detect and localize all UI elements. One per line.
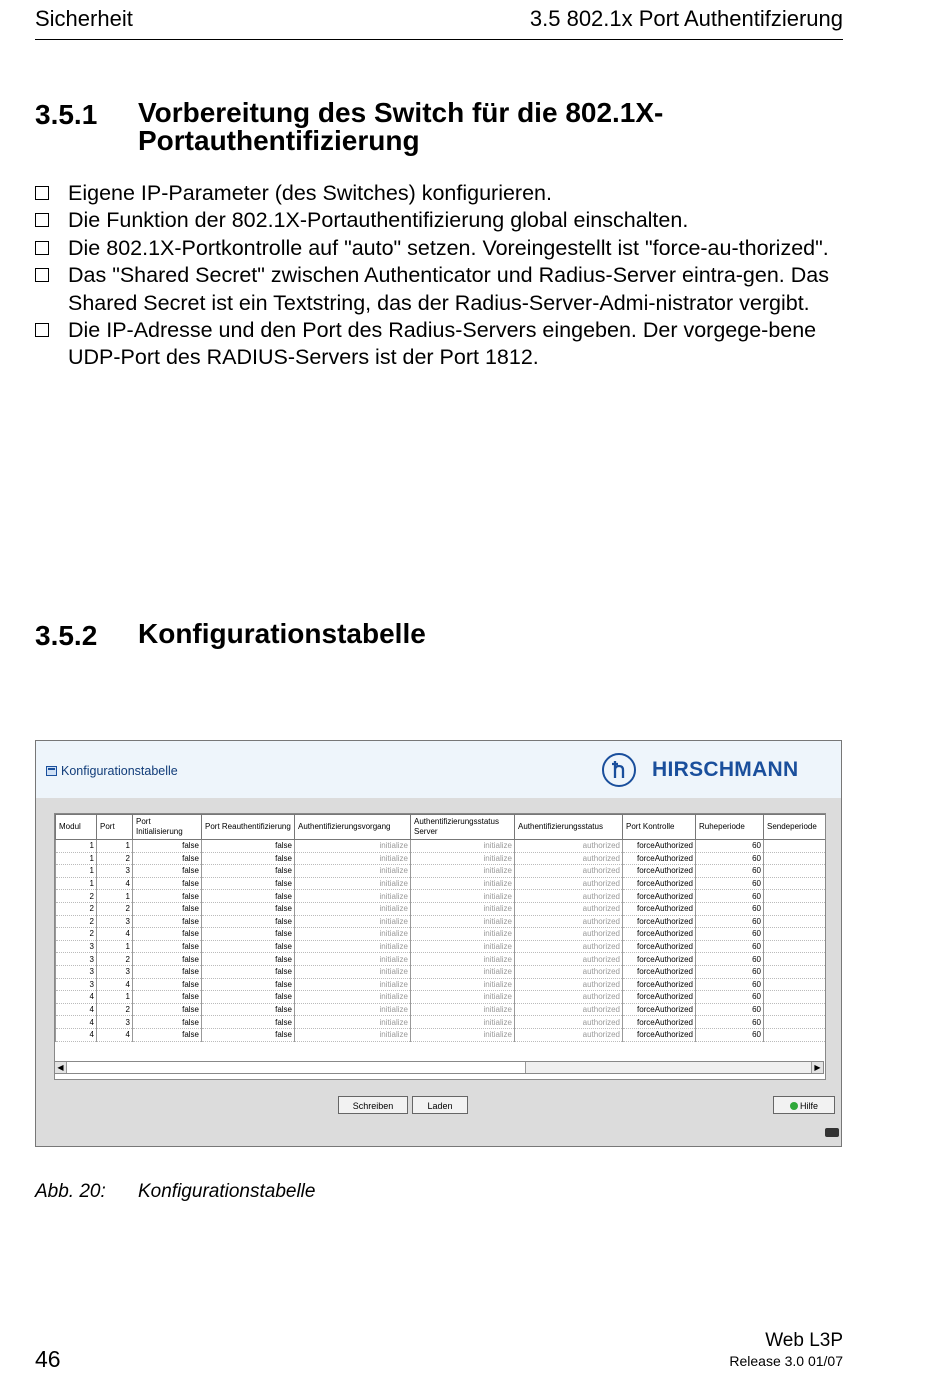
- table-cell[interactable]: false: [133, 840, 202, 853]
- table-row[interactable]: [56, 940, 827, 953]
- table-cell[interactable]: 60: [696, 1016, 764, 1029]
- header-rule: [35, 39, 843, 40]
- column-header[interactable]: Ruheperiode: [696, 815, 764, 840]
- table-cell[interactable]: authorized: [515, 965, 623, 978]
- table-row[interactable]: [56, 1016, 827, 1029]
- table-row[interactable]: [56, 1028, 827, 1041]
- table-cell[interactable]: 3: [97, 965, 133, 978]
- table-cell[interactable]: 1: [56, 840, 97, 853]
- table-row[interactable]: [56, 991, 827, 1004]
- table-cell[interactable]: [764, 965, 827, 978]
- table-cell[interactable]: false: [133, 928, 202, 941]
- table-cell[interactable]: forceAuthorized: [623, 852, 696, 865]
- table-cell[interactable]: false: [202, 978, 295, 991]
- help-button-label: Hilfe: [799, 1101, 818, 1111]
- table-cell[interactable]: initialize: [295, 991, 411, 1004]
- table-cell[interactable]: forceAuthorized: [623, 953, 696, 966]
- table-cell[interactable]: [764, 890, 827, 903]
- table-cell[interactable]: authorized: [515, 978, 623, 991]
- table-cell[interactable]: forceAuthorized: [623, 965, 696, 978]
- section-number: 3.5.2: [35, 620, 98, 651]
- table-cell[interactable]: false: [133, 902, 202, 915]
- table-cell[interactable]: 60: [696, 1028, 764, 1041]
- table-cell[interactable]: [764, 1028, 827, 1041]
- scroll-right-icon[interactable]: ▶: [811, 1062, 823, 1073]
- table-cell[interactable]: 60: [696, 890, 764, 903]
- table-cell[interactable]: 1: [56, 865, 97, 878]
- table-cell[interactable]: 2: [97, 852, 133, 865]
- column-header[interactable]: Port Kontrolle: [623, 815, 696, 840]
- column-header[interactable]: Authentifizierungsstatus Server: [411, 815, 515, 840]
- table-cell[interactable]: 1: [56, 877, 97, 890]
- table-cell[interactable]: [764, 915, 827, 928]
- table-cell[interactable]: 3: [97, 915, 133, 928]
- table-cell[interactable]: 2: [56, 902, 97, 915]
- section-title: Vorbereitung des Switch für die 802.1X-Portauthentifizierung: [138, 97, 664, 156]
- table-cell[interactable]: 1: [97, 940, 133, 953]
- table-cell[interactable]: [764, 978, 827, 991]
- table-row[interactable]: [56, 865, 827, 878]
- list-item-text: Die Funktion der 802.1X-Portauthentifizierung global einschalten.: [68, 208, 689, 233]
- table-cell[interactable]: authorized: [515, 940, 623, 953]
- table-cell[interactable]: forceAuthorized: [623, 902, 696, 915]
- table-cell[interactable]: 4: [97, 928, 133, 941]
- table-cell[interactable]: authorized: [515, 1016, 623, 1029]
- list-item: [35, 207, 850, 234]
- column-header[interactable]: Modul: [56, 815, 97, 840]
- column-header[interactable]: Authentifizierungsvorgang: [295, 815, 411, 840]
- table-cell[interactable]: false: [133, 978, 202, 991]
- table-cell[interactable]: 4: [56, 1003, 97, 1016]
- table-cell[interactable]: authorized: [515, 890, 623, 903]
- table-cell[interactable]: 2: [56, 890, 97, 903]
- table-cell[interactable]: authorized: [515, 915, 623, 928]
- config-table: [55, 814, 826, 1042]
- page-number: 46: [35, 1346, 61, 1372]
- table-header-row: [56, 815, 827, 840]
- table-cell[interactable]: false: [202, 1003, 295, 1016]
- table-cell[interactable]: authorized: [515, 840, 623, 853]
- table-cell[interactable]: [764, 877, 827, 890]
- panel-header: [36, 741, 841, 798]
- table-cell[interactable]: forceAuthorized: [623, 978, 696, 991]
- table-row[interactable]: [56, 890, 827, 903]
- table-cell[interactable]: false: [202, 940, 295, 953]
- table-cell[interactable]: initialize: [411, 890, 515, 903]
- table-cell[interactable]: initialize: [295, 965, 411, 978]
- table-cell[interactable]: 60: [696, 1003, 764, 1016]
- config-table-screenshot: [35, 740, 842, 1147]
- panel-title: Konfigurationstabelle: [61, 764, 178, 778]
- running-header-chapter: 3.5 802.1x Port Authentifzierung: [529, 6, 843, 31]
- table-cell[interactable]: [764, 928, 827, 941]
- table-cell[interactable]: authorized: [515, 1028, 623, 1041]
- column-header[interactable]: Sendeperiode: [764, 815, 827, 840]
- checkbox-icon: [35, 213, 49, 227]
- table-body: [56, 840, 827, 1042]
- table-cell[interactable]: 1: [56, 852, 97, 865]
- table-cell[interactable]: initialize: [295, 890, 411, 903]
- table-cell[interactable]: forceAuthorized: [623, 840, 696, 853]
- checkbox-icon: [35, 323, 49, 337]
- table-cell[interactable]: forceAuthorized: [623, 865, 696, 878]
- hirschmann-logo-icon: [602, 753, 636, 787]
- table-cell[interactable]: 60: [696, 915, 764, 928]
- table-cell[interactable]: false: [202, 877, 295, 890]
- table-cell[interactable]: false: [202, 890, 295, 903]
- table-cell[interactable]: false: [202, 852, 295, 865]
- table-row[interactable]: [56, 978, 827, 991]
- table-cell[interactable]: false: [133, 915, 202, 928]
- table-cell[interactable]: 60: [696, 940, 764, 953]
- table-cell[interactable]: initialize: [411, 1016, 515, 1029]
- table-cell[interactable]: [764, 852, 827, 865]
- table-cell[interactable]: initialize: [411, 965, 515, 978]
- table-cell[interactable]: initialize: [411, 852, 515, 865]
- table-cell[interactable]: forceAuthorized: [623, 915, 696, 928]
- table-cell[interactable]: initialize: [411, 1003, 515, 1016]
- table-cell[interactable]: initialize: [411, 928, 515, 941]
- table-cell[interactable]: 60: [696, 840, 764, 853]
- table-cell[interactable]: 60: [696, 865, 764, 878]
- table-row[interactable]: [56, 852, 827, 865]
- footer-release: Release 3.0 01/07: [729, 1353, 843, 1369]
- table-row[interactable]: [56, 877, 827, 890]
- table-cell[interactable]: authorized: [515, 928, 623, 941]
- table-cell[interactable]: [764, 902, 827, 915]
- table-cell[interactable]: initialize: [295, 1016, 411, 1029]
- table-cell[interactable]: false: [202, 965, 295, 978]
- table-cell[interactable]: forceAuthorized: [623, 1016, 696, 1029]
- table-cell[interactable]: false: [133, 1016, 202, 1029]
- table-cell[interactable]: 3: [97, 1016, 133, 1029]
- table-cell[interactable]: forceAuthorized: [623, 1028, 696, 1041]
- table-cell[interactable]: initialize: [411, 877, 515, 890]
- table-cell[interactable]: initialize: [295, 877, 411, 890]
- table-cell[interactable]: false: [133, 877, 202, 890]
- status-icon: [825, 1128, 839, 1137]
- table-cell[interactable]: [764, 940, 827, 953]
- table-cell[interactable]: 60: [696, 852, 764, 865]
- table-cell[interactable]: initialize: [411, 865, 515, 878]
- table-cell[interactable]: [764, 840, 827, 853]
- window-icon: [46, 766, 57, 776]
- table-cell[interactable]: 3: [97, 865, 133, 878]
- table-cell[interactable]: false: [202, 928, 295, 941]
- section-title: Konfigurationstabelle: [138, 618, 426, 649]
- table-cell[interactable]: false: [202, 1016, 295, 1029]
- table-cell[interactable]: initialize: [295, 1003, 411, 1016]
- table-cell[interactable]: authorized: [515, 991, 623, 1004]
- table-cell[interactable]: 2: [97, 953, 133, 966]
- table-cell[interactable]: false: [133, 953, 202, 966]
- table-row[interactable]: [56, 902, 827, 915]
- table-cell[interactable]: 4: [97, 877, 133, 890]
- table-cell[interactable]: false: [202, 953, 295, 966]
- brand-name: HIRSCHMANN: [652, 758, 799, 781]
- table-cell[interactable]: initialize: [295, 953, 411, 966]
- table-cell[interactable]: forceAuthorized: [623, 991, 696, 1004]
- table-cell[interactable]: initialize: [295, 928, 411, 941]
- column-header[interactable]: Port Initialisierung: [133, 815, 202, 840]
- table-cell[interactable]: false: [202, 1028, 295, 1041]
- table-cell[interactable]: false: [133, 940, 202, 953]
- list-item: [35, 180, 850, 207]
- table-cell[interactable]: forceAuthorized: [623, 940, 696, 953]
- table-cell[interactable]: false: [133, 965, 202, 978]
- table-cell[interactable]: authorized: [515, 1003, 623, 1016]
- help-icon: [790, 1102, 798, 1110]
- table-cell[interactable]: initialize: [295, 978, 411, 991]
- list-item-text: Eigene IP-Parameter (des Switches) konfigurieren.: [68, 181, 552, 205]
- table-cell[interactable]: [764, 1003, 827, 1016]
- table-row[interactable]: [56, 928, 827, 941]
- table-cell[interactable]: 1: [97, 890, 133, 903]
- table-cell[interactable]: 4: [97, 978, 133, 991]
- table-cell[interactable]: 3: [56, 953, 97, 966]
- figure-label: Abb. 20:: [35, 1181, 106, 1202]
- table-cell[interactable]: 4: [56, 991, 97, 1004]
- footer-product: Web L3P: [765, 1330, 843, 1351]
- table-cell[interactable]: false: [133, 852, 202, 865]
- list-item-text: Das "Shared Secret" zwischen Authenticator und Radius-Server eintra-gen. Das Shared Secret ist ein Textstring, das der Radius-Server-Admi-nistrator vergibt.: [68, 263, 829, 315]
- table-cell[interactable]: 60: [696, 953, 764, 966]
- table-cell[interactable]: 60: [696, 991, 764, 1004]
- table-cell[interactable]: initialize: [295, 902, 411, 915]
- table-cell[interactable]: false: [133, 865, 202, 878]
- list-item-text: Die IP-Adresse und den Port des Radius-Servers eingeben. Der vorgege-bene UDP-Port des RADIUS-Servers ist der Port 1812.: [68, 318, 817, 370]
- table-cell[interactable]: initialize: [295, 865, 411, 878]
- running-header-section: Sicherheit: [35, 6, 133, 31]
- table-cell[interactable]: false: [202, 865, 295, 878]
- table-cell[interactable]: 2: [56, 915, 97, 928]
- table-cell[interactable]: false: [133, 991, 202, 1004]
- column-header[interactable]: Authentifizierungsstatus: [515, 815, 623, 840]
- table-cell[interactable]: false: [133, 1003, 202, 1016]
- table-cell[interactable]: forceAuthorized: [623, 928, 696, 941]
- table-cell[interactable]: initialize: [411, 1028, 515, 1041]
- table-cell[interactable]: initialize: [295, 840, 411, 853]
- load-button[interactable]: Laden: [412, 1096, 468, 1114]
- checkbox-icon: [35, 268, 49, 282]
- table-cell[interactable]: 2: [97, 902, 133, 915]
- table-cell[interactable]: [764, 1016, 827, 1029]
- table-cell[interactable]: 60: [696, 902, 764, 915]
- config-table-container[interactable]: [54, 813, 826, 1080]
- table-cell[interactable]: initialize: [295, 1028, 411, 1041]
- table-cell[interactable]: initialize: [411, 902, 515, 915]
- table-cell[interactable]: 1: [97, 991, 133, 1004]
- table-cell[interactable]: initialize: [411, 953, 515, 966]
- table-row[interactable]: [56, 965, 827, 978]
- table-cell[interactable]: 4: [56, 1016, 97, 1029]
- scrollbar-thumb[interactable]: [67, 1062, 526, 1073]
- table-cell[interactable]: false: [202, 991, 295, 1004]
- table-cell[interactable]: initialize: [411, 978, 515, 991]
- list-item: [35, 262, 850, 317]
- table-row[interactable]: [56, 915, 827, 928]
- write-button[interactable]: Schreiben: [338, 1096, 408, 1114]
- table-cell[interactable]: initialize: [295, 940, 411, 953]
- table-cell[interactable]: forceAuthorized: [623, 877, 696, 890]
- table-cell[interactable]: initialize: [411, 915, 515, 928]
- table-cell[interactable]: 4: [56, 1028, 97, 1041]
- checkbox-icon: [35, 186, 49, 200]
- table-cell[interactable]: 3: [56, 940, 97, 953]
- table-row[interactable]: [56, 1003, 827, 1016]
- table-cell[interactable]: authorized: [515, 953, 623, 966]
- table-row[interactable]: [56, 840, 827, 853]
- table-cell[interactable]: 4: [97, 1028, 133, 1041]
- table-cell[interactable]: 60: [696, 965, 764, 978]
- table-cell[interactable]: forceAuthorized: [623, 890, 696, 903]
- table-cell[interactable]: false: [202, 902, 295, 915]
- table-cell[interactable]: forceAuthorized: [623, 1003, 696, 1016]
- table-cell[interactable]: false: [202, 915, 295, 928]
- table-cell[interactable]: 3: [56, 965, 97, 978]
- table-cell[interactable]: [764, 991, 827, 1004]
- scroll-left-icon[interactable]: ◀: [55, 1062, 67, 1073]
- table-cell[interactable]: 60: [696, 928, 764, 941]
- table-cell[interactable]: 60: [696, 877, 764, 890]
- table-cell[interactable]: false: [133, 1028, 202, 1041]
- table-cell[interactable]: 2: [97, 1003, 133, 1016]
- table-cell[interactable]: 1: [97, 840, 133, 853]
- table-cell[interactable]: false: [133, 890, 202, 903]
- table-cell[interactable]: authorized: [515, 865, 623, 878]
- list-item: [35, 235, 850, 262]
- section-number: 3.5.1: [35, 99, 98, 130]
- help-button[interactable]: [773, 1096, 835, 1114]
- table-cell[interactable]: false: [202, 840, 295, 853]
- horizontal-scrollbar[interactable]: [54, 1061, 824, 1074]
- table-cell[interactable]: [764, 865, 827, 878]
- table-cell[interactable]: authorized: [515, 852, 623, 865]
- table-cell[interactable]: initialize: [411, 991, 515, 1004]
- table-cell[interactable]: 2: [56, 928, 97, 941]
- figure-caption: Konfigurationstabelle: [138, 1181, 316, 1202]
- table-row[interactable]: [56, 953, 827, 966]
- table-cell[interactable]: [764, 953, 827, 966]
- table-cell[interactable]: initialize: [411, 840, 515, 853]
- column-header[interactable]: Port: [97, 815, 133, 840]
- table-cell[interactable]: authorized: [515, 877, 623, 890]
- checklist: [35, 180, 850, 372]
- table-cell[interactable]: 60: [696, 978, 764, 991]
- table-cell[interactable]: initialize: [411, 940, 515, 953]
- table-cell[interactable]: initialize: [295, 852, 411, 865]
- table-cell[interactable]: 3: [56, 978, 97, 991]
- list-item: [35, 317, 850, 372]
- list-item-text: Die 802.1X-Portkontrolle auf "auto" setzen. Voreingestellt ist "force-au-thorized".: [68, 235, 829, 260]
- checkbox-icon: [35, 241, 49, 255]
- table-cell[interactable]: initialize: [295, 915, 411, 928]
- column-header[interactable]: Port Reauthentifizierung: [202, 815, 295, 840]
- table-cell[interactable]: authorized: [515, 902, 623, 915]
